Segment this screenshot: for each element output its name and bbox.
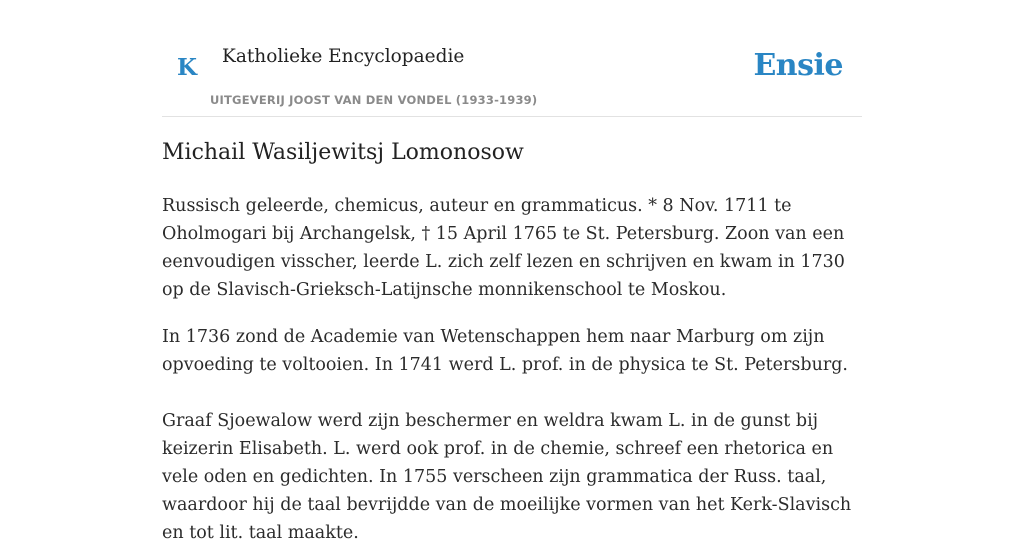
article-title: Michail Wasiljewitsj Lomonosow — [162, 140, 524, 165]
encyclopedia-logo[interactable]: K — [177, 54, 197, 81]
publisher-subtitle: UITGEVERIJ JOOST VAN DEN VONDEL (1933-1939) — [210, 93, 538, 107]
ensie-brand-logo[interactable]: Ensie — [753, 48, 843, 83]
site-header — [162, 0, 862, 117]
article-paragraph-1: Russisch geleerde, chemicus, auteur en grammaticus. * 8 Nov. 1711 te Oholmogari bij Archangelsk, † 15 April 1765 te St. Petersburg. Zoon van een eenvoudigen visscher, leerde L. zich zelf lezen en schrijven en kwam in 1730 op de Slavisch-Grieksch-Latijnsche monnikenschool te Moskou. — [162, 196, 845, 300]
site-title: Katholieke Encyclopaedie — [222, 46, 465, 67]
article-paragraph-2: In 1736 zond de Academie van Wetenschappen hem naar Marburg om zijn opvoeding te voltooien. In 1741 werd L. prof. in de physica te St. Petersburg. — [162, 327, 848, 375]
article-paragraph-3: Graaf Sjoewalow werd zijn beschermer en weldra kwam L. in de gunst bij keizerin Elisabeth. L. werd ook prof. in de chemie, schreef een rhetorica en vele oden en gedichten. In 1755 verscheen zijn grammatica der Russ. taal, waardoor hij de taal bevrijdde van de moeilijke vormen van het Kerk-Slavisch en tot lit. taal maakte. — [162, 411, 852, 543]
